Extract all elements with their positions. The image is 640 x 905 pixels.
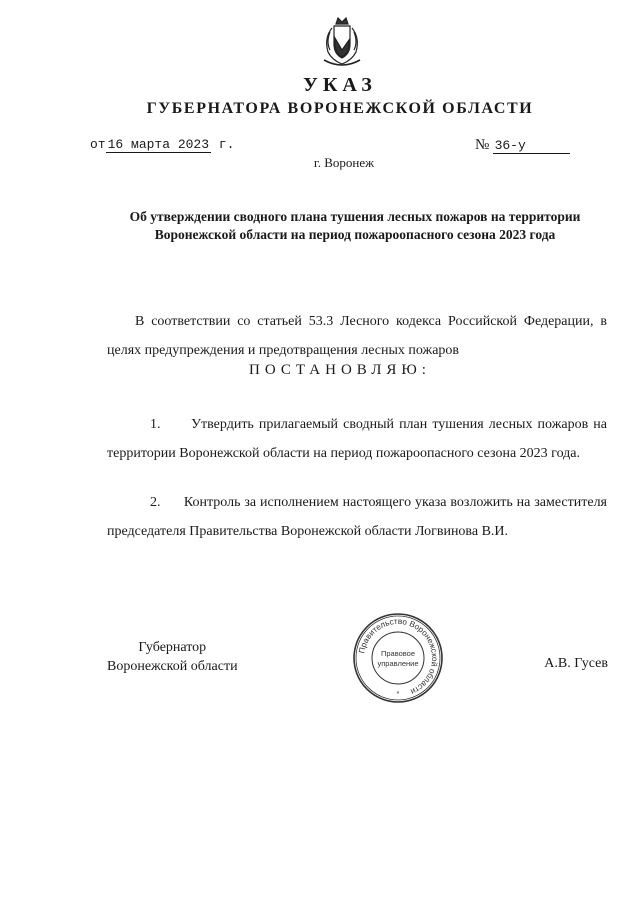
signatory-position: [107, 638, 238, 676]
seal-center-line-1: Правовое: [380, 649, 416, 658]
item-1-text: Утвердить прилагаемый сводный план тушения лесных пожаров на территории Воронежской области на период пожароопасного сезона 2023 года.: [107, 417, 608, 461]
date-value: 16 марта 2023: [107, 137, 210, 152]
date-suffix: г.: [218, 137, 235, 152]
document-number: [475, 137, 570, 154]
seal-star-icon: *: [396, 691, 400, 698]
position-line-2: Воронежской области: [107, 659, 238, 674]
item-1: [107, 410, 607, 468]
document-city: г. Воронеж: [313, 155, 375, 170]
date-prefix: от: [90, 137, 106, 152]
document-subtitle: ГУБЕРНАТОРА ВОРОНЕЖСКОЙ ОБЛАСТИ: [146, 100, 534, 117]
number-value: 36-у: [493, 138, 570, 154]
intro-paragraph: В соответствии со статьей 53.3 Лесного кодекса Российской Федерации, в целях предупреждения и предотвращения лесных пожаров: [107, 314, 607, 358]
item-1-number: 1.: [150, 417, 161, 432]
document-subject: Об утверждении сводного плана тушения лесных пожаров на территории Воронежской области на период пожароопасного сезона 2023 года: [129, 209, 581, 242]
item-2: [107, 488, 607, 546]
signatory-name: А.В. Гусев: [544, 656, 608, 671]
document-title: УКАЗ: [303, 74, 377, 96]
position-line-1: Губернатор: [138, 640, 207, 655]
item-2-text: Контроль за исполнением настоящего указа возложить на заместителя председателя Правительства Воронежской области Логвинова В.И.: [107, 495, 607, 539]
number-prefix: №: [475, 137, 490, 153]
seal-ring-text: Правительство Воронежской области: [357, 616, 440, 697]
item-2-number: 2.: [150, 495, 161, 510]
document-date: [90, 137, 234, 152]
seal-center-line-2: управление: [377, 659, 419, 668]
coat-of-arms-icon: [318, 14, 366, 70]
official-seal: [352, 612, 444, 704]
decree-word: ПОСТАНОВЛЯЮ:: [249, 362, 431, 378]
